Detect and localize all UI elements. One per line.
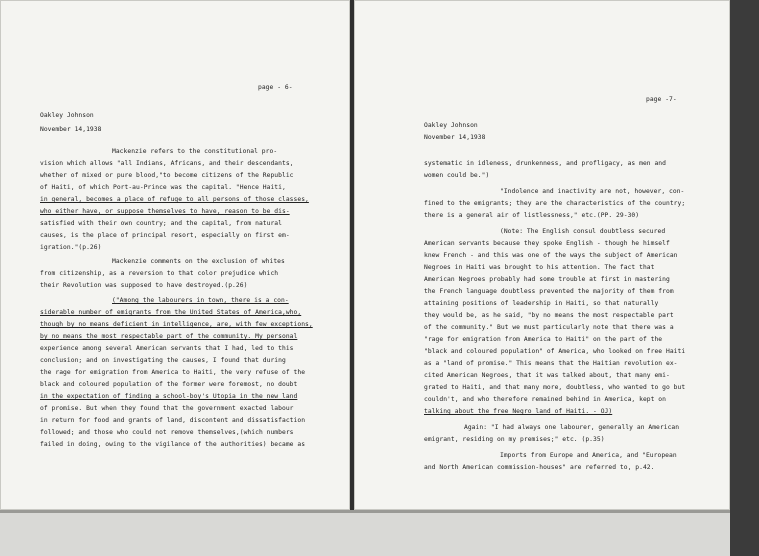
text-line: black and coloured population of the former were foremost, no doubt: [40, 381, 298, 388]
text-line: systematic in idleness, drunkenness, and profligacy, as men and: [424, 160, 666, 167]
scan-bottom-margin: [0, 510, 730, 556]
text-line: American servants because they spoke English - though he himself: [424, 240, 670, 247]
text-line: of the community." But we must particularly note that there was a: [424, 324, 674, 331]
text-line: their Revolution was supposed to have destroyed.(p.26): [40, 282, 248, 289]
text-line: failed in doing, owing to the vigilance of the authorities) became as: [40, 441, 306, 448]
letter-date: November 14,1938: [40, 126, 102, 133]
text-line: "rage for emigration from America to Haiti" on the part of the: [424, 336, 663, 343]
text-line: vision which allows "all Indians, Africans, and their descendants,: [40, 160, 294, 167]
page-number: page - 6-: [258, 84, 293, 91]
text-line: "Indolence and inactivity are not, however, con-: [500, 188, 685, 195]
text-line: American Negroes probably had some trouble at first in mastering: [424, 276, 670, 283]
text-line: knew French - and this was one of the ways the subject of American: [424, 252, 678, 259]
text-line: Imports from Europe and America, and "European: [500, 452, 677, 459]
text-line: emigrant, residing on my premises;" etc. (p.35): [424, 436, 605, 443]
letter-date: November 14,1938: [424, 134, 486, 141]
text-line: of Haiti, of which Port-au-Prince was the capital. "Hence Haiti,: [40, 184, 286, 191]
text-line: satisfied with their own country; and the capital, from natural: [40, 220, 282, 227]
text-line: experience among several American servants that I had, led to this: [40, 345, 294, 352]
text-line: couldn't, and who therefore remained behind in America, kept on: [424, 396, 666, 403]
text-line: Negroes in Haiti was brought to his attention. The fact that: [424, 264, 655, 271]
text-line: siderable number of emigrants from the United States of America,who,: [40, 309, 302, 316]
text-line: conclusion; and on investigating the causes, I found that during: [40, 357, 286, 364]
text-line: there is a general air of listlessness," etc.(PP. 29-30): [424, 212, 640, 219]
text-line: who either have, or suppose themselves to have, reason to be dis-: [40, 208, 290, 215]
text-line: Again: "I had always one labourer, generally an American: [464, 424, 680, 431]
text-line: as a "land of promise." This means that the Haitian revolution ex-: [424, 360, 678, 367]
text-line: talking about the free Negro land of Haiti. - OJ): [424, 408, 613, 415]
text-line: they would be, as he said, "by no means the most respectable part: [424, 312, 674, 319]
addressee: Oakley Johnson: [424, 122, 478, 129]
text-line: Mackenzie refers to the constitutional pro-: [112, 148, 278, 155]
scan-edge: [730, 0, 759, 556]
text-line: whether of mixed or pure blood,"to become citizens of the Republic: [40, 172, 294, 179]
text-line: "black and coloured population" of America, who looked on free Haiti: [424, 348, 686, 355]
text-line: of promise. But when they found that the government exacted labour: [40, 405, 294, 412]
text-line: attaining positions of leadership in Haiti, so that naturally: [424, 300, 659, 307]
page-6: [0, 0, 350, 510]
text-line: and North American commission-houses" are referred to, p.42.: [424, 464, 655, 471]
text-line: followed; and those who could not remove themselves,(which numbers: [40, 429, 294, 436]
text-line: igration."(p.26): [40, 244, 102, 251]
text-line: from citizenship, as a reversion to that color prejudice which: [40, 270, 279, 277]
addressee: Oakley Johnson: [40, 112, 94, 119]
text-line: the French language doubtless prevented the majority of them from: [424, 288, 674, 295]
text-line: women could be."): [424, 172, 490, 179]
text-line: ("Among the labourers in town, there is a con-: [112, 297, 289, 304]
text-line: in return for food and grants of land, discontent and dissatisfaction: [40, 417, 306, 424]
text-line: grated to Haiti, and that many more, doubtless, who wanted to go but: [424, 384, 686, 391]
text-line: cited American Negroes, that it was talked about, that many emi-: [424, 372, 670, 379]
page-7: [354, 0, 730, 510]
text-line: by no means the most respectable part of the community. My personal: [40, 333, 298, 340]
text-line: the rage for emigration from America to Haiti, the very refuse of the: [40, 369, 306, 376]
text-line: fined to the emigrants; they are the characteristics of the country;: [424, 200, 686, 207]
text-line: causes, is the place of principal resort, especially on first em-: [40, 232, 290, 239]
text-line: in general, becomes a place of refuge to all persons of those classes,: [40, 196, 309, 203]
page-number: page -7-: [646, 96, 677, 103]
text-line: though by no means deficient in intelligence, are, with few exceptions,: [40, 321, 313, 328]
text-line: Mackenzie comments on the exclusion of whites: [112, 258, 285, 265]
text-line: in the expectation of finding a school-boy's Utopia in the new land: [40, 393, 298, 400]
text-line: (Note: The English consul doubtless secured: [500, 228, 666, 235]
